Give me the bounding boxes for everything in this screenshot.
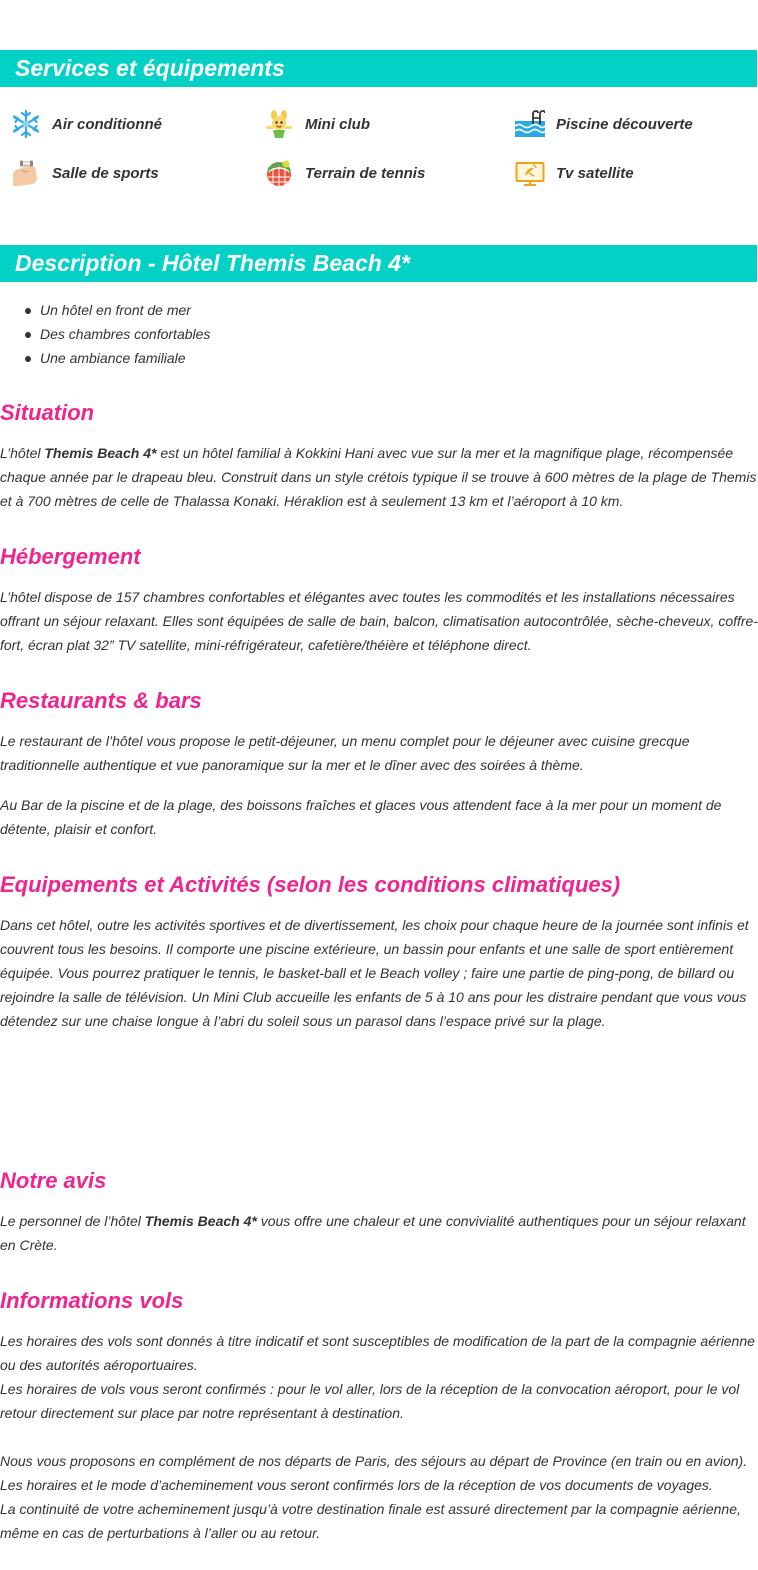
mini-club-mascot-icon xyxy=(264,109,294,139)
service-gym xyxy=(11,158,159,188)
service-tennis xyxy=(264,158,425,188)
vols-text-3: Nous vous proposons en complément de nos départs de Paris, des séjours au départ de Province (en train ou en avion). xyxy=(0,1453,748,1469)
hotel-name: Themis Beach 4* xyxy=(44,445,157,461)
hebergement-text: L’hôtel dispose de 157 chambres confortables et élégantes avec toutes les commodités et les installations nécessaires offrant un séjour relaxant. Elles sont équipées de salle de bain, balcon, climatisation autocontrôlée, sèche-cheveux, coffre-fort, écran plat 32” TV satellite, mini-réfrigérateur, cafetière/théière et téléphone direct. xyxy=(0,589,758,653)
service-label: Salle de sports xyxy=(52,164,159,182)
hotel-name: Themis Beach 4* xyxy=(144,1213,257,1229)
description-heading: Description - Hôtel Themis Beach 4* xyxy=(0,245,757,282)
service-pool xyxy=(515,109,693,139)
tennis-icon xyxy=(264,158,294,188)
swimming-pool-icon xyxy=(515,109,545,139)
situation-text: L’hôtel Themis Beach 4* est un hôtel familial à Kokkini Hani avec vue sur la mer et la magnifique plage, récompensée chaque année par le drapeau bleu. Construit dans un style crétois typique il se trouve à 600 mètres de la plage de Themis et à 700 mètres de celle de Thalassa Konaki. Héraklion est à seulement 13 km et l’aéroport à 10 km. xyxy=(0,445,757,509)
service-satellite-tv xyxy=(515,158,634,188)
highlights-list xyxy=(22,298,210,370)
service-air-conditioning xyxy=(11,109,162,139)
hebergement-title: Hébergement xyxy=(0,544,141,569)
dumbbell-arm-icon xyxy=(11,158,41,188)
vols-text-1: Les horaires des vols sont donnés à titre indicatif et sont susceptibles de modification de la part de la compagnie aérienne ou des autorités aéroportuaires. xyxy=(0,1333,755,1373)
satellite-tv-icon xyxy=(515,158,545,188)
equipements-title: Equipements et Activités (selon les conditions climatiques) xyxy=(0,872,621,897)
restaurants-title: Restaurants & bars xyxy=(0,688,202,713)
service-label: Mini club xyxy=(305,115,370,133)
equipements-text: Dans cet hôtel, outre les activités sportives et de divertissement, les choix pour chaque heure de la journée sont infinis et couvrent tous les besoins. Il comporte une piscine extérieure, un bassin pour enfants et une salle de sport entièrement équipée. Vous pourrez pratiquer le tennis, le basket-ball et le Beach volley ; faire une partie de ping-pong, de billard ou rejoindre la salle de télévision. Un Mini Club accueille les enfants de 5 à 10 ans pour les distraire pendant que vous vous détendez sur une chaise longue à l’abri du soleil sous un parasol dans l’espace privé sur la plage. xyxy=(0,917,749,1029)
list-item: Un hôtel en front de mer xyxy=(22,298,210,322)
list-item: Une ambiance familiale xyxy=(22,346,210,370)
service-label: Piscine découverte xyxy=(556,115,693,133)
service-label: Air conditionné xyxy=(52,115,162,133)
avis-title: Notre avis xyxy=(0,1168,107,1193)
list-item: Des chambres confortables xyxy=(22,322,210,346)
service-label: Tv satellite xyxy=(556,164,634,182)
vols-text-4: Les horaires et le mode d’acheminement vous seront confirmés lors de la réception de vos documents de voyages. xyxy=(0,1477,713,1493)
vols-title: Informations vols xyxy=(0,1288,184,1313)
situation-title: Situation xyxy=(0,400,95,425)
snowflake-icon xyxy=(11,109,41,139)
vols-text-5: La continuité de votre acheminement jusqu’à votre destination finale est assuré directement par la compagnie aérienne, même en cas de perturbations à l’aller ou au retour. xyxy=(0,1501,741,1541)
restaurants-text-1: Le restaurant de l’hôtel vous propose le petit-déjeuner, un menu complet pour le déjeuner avec cuisine grecque traditionnelle authentique et vue panoramique sur la mer et le dîner avec des soirées à thème. xyxy=(0,733,690,773)
services-heading: Services et équipements xyxy=(0,50,757,87)
service-mini-club xyxy=(264,109,370,139)
avis-text: Le personnel de l’hôtel Themis Beach 4* vous offre une chaleur et une convivialité authentiques pour un séjour relaxant en Crète. xyxy=(0,1213,746,1253)
vols-text-2: Les horaires de vols vous seront confirmés : pour le vol aller, lors de la réception de la convocation aéroport, pour le vol retour directement sur place par notre représentant à destination. xyxy=(0,1381,740,1421)
restaurants-text-2: Au Bar de la piscine et de la plage, des boissons fraîches et glaces vous attendent face à la mer pour un moment de détente, plaisir et confort. xyxy=(0,797,722,837)
service-label: Terrain de tennis xyxy=(305,164,426,182)
